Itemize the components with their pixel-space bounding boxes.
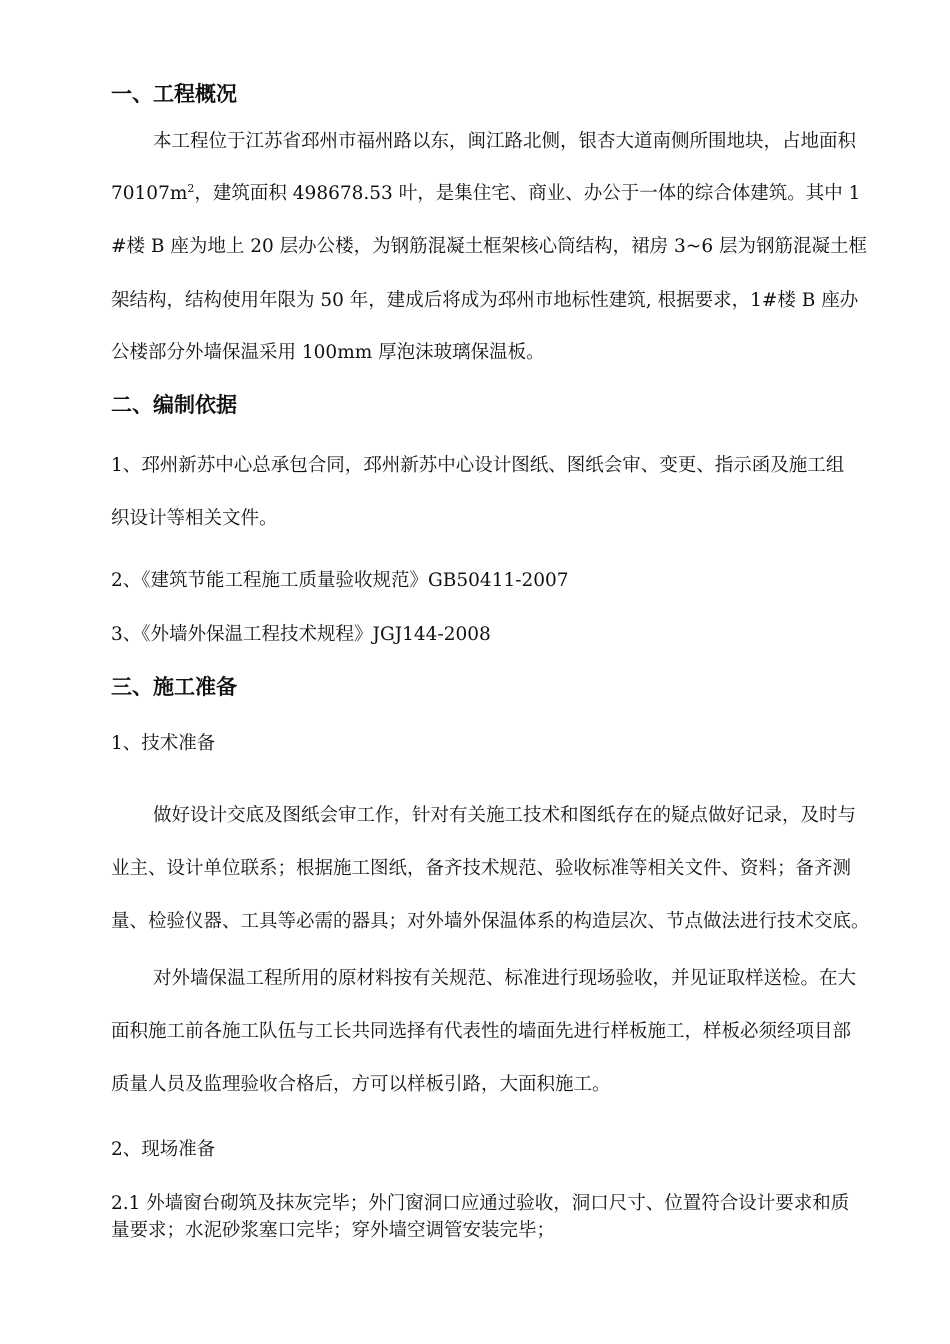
subheading: 1、技术准备 <box>111 733 216 754</box>
paragraph-line: $70107m^2$，建筑面积 498678.53 叶，是集住宅、商业、办公于一体的综合体建筑。其中 1 <box>111 181 861 204</box>
paragraph-line: 公楼部分外墙保温采用 100mm 厚泡沫玻璃保温板。 <box>111 342 545 363</box>
paragraph-line: 1、邳州新苏中心总承包合同，邳州新苏中心设计图纸、图纸会审、变更、指示函及施工组 <box>111 455 845 476</box>
paragraph-line: 量、检验仪器、工具等必需的器具；对外墙外保温体系的构造层次、节点做法进行技术交底。 <box>111 911 870 932</box>
superscript: 2 <box>187 181 195 195</box>
paragraph-line: 架结构，结构使用年限为 50 年，建成后将成为邳州市地标性建筑, 根据要求，1#楼 B 座办 <box>111 290 859 311</box>
list-item: 2、《建筑节能工程施工质量验收规范》GB50411-2007 <box>111 570 569 591</box>
section-heading-preparation: 三、施工准备 <box>111 675 237 699</box>
paragraph-line: #楼 B 座为地上 20 层办公楼，为钢筋混凝土框架核心筒结构，裙房 3~6 层为钢筋混凝土框 <box>111 236 867 257</box>
paragraph-line: 质量人员及监理验收合格后，方可以样板引路，大面积施工。 <box>111 1074 611 1095</box>
section-heading-basis: 二、编制依据 <box>111 393 237 417</box>
paragraph-line: 2.1 外墙窗台砌筑及抹灰完毕；外门窗洞口应通过验收，洞口尺寸、位置符合设计要求和质 <box>111 1193 850 1214</box>
paragraph-line: 业主、设计单位联系；根据施工图纸，备齐技术规范、验收标准等相关文件、资料；备齐测 <box>111 858 852 879</box>
paragraph-line: 对外墙保温工程所用的原材料按有关规范、标准进行现场验收，并见证取样送检。在大 <box>153 968 857 989</box>
paragraph-line: 量要求；水泥砂浆塞口完毕；穿外墙空调管安装完毕； <box>111 1220 556 1241</box>
section-heading-overview: 一、工程概况 <box>111 82 237 106</box>
paragraph-line: 做好设计交底及图纸会审工作，针对有关施工技术和图纸存在的疑点做好记录，及时与 <box>153 805 857 826</box>
paragraph-line: 面积施工前各施工队伍与工长共同选择有代表性的墙面先进行样板施工，样板必须经项目部 <box>111 1021 852 1042</box>
paragraph-line: 本工程位于江苏省邳州市福州路以东，闽江路北侧，银杏大道南侧所围地块，占地面积 <box>153 131 857 152</box>
subheading: 2、现场准备 <box>111 1139 216 1160</box>
list-item: 3、《外墙外保温工程技术规程》JGJ144-2008 <box>111 624 491 645</box>
paragraph-line: 织设计等相关文件。 <box>111 508 278 529</box>
